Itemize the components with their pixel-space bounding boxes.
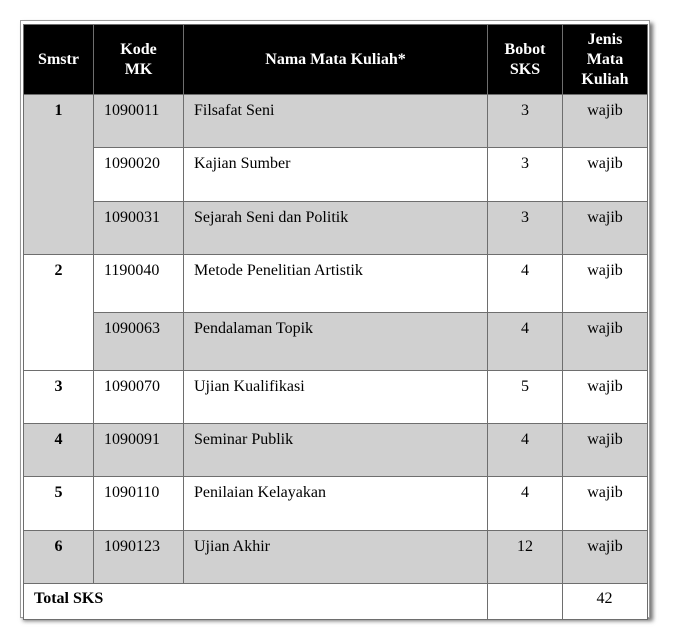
kode-cell: 1090020 bbox=[94, 148, 184, 202]
table-row bbox=[24, 477, 648, 531]
header-semester: Smstr bbox=[24, 25, 94, 95]
kode-cell: 1190040 bbox=[94, 255, 184, 313]
header-bobot-sks: Bobot SKS bbox=[488, 25, 563, 95]
nama-cell: Ujian Kualifikasi bbox=[184, 371, 488, 424]
jenis-cell: wajib bbox=[563, 477, 648, 531]
kode-cell: 1090031 bbox=[94, 202, 184, 255]
semester-cell: 3 bbox=[24, 371, 94, 424]
nama-cell: Penilaian Kelayakan bbox=[184, 477, 488, 531]
table-row bbox=[24, 424, 648, 477]
nama-cell: Metode Penelitian Artistik bbox=[184, 255, 488, 313]
semester-cell: 2 bbox=[24, 255, 94, 371]
nama-cell: Pendalaman Topik bbox=[184, 313, 488, 371]
kode-cell: 1090063 bbox=[94, 313, 184, 371]
semester-cell: 6 bbox=[24, 531, 94, 584]
jenis-cell: wajib bbox=[563, 148, 648, 202]
nama-cell: Sejarah Seni dan Politik bbox=[184, 202, 488, 255]
sks-cell: 5 bbox=[488, 371, 563, 424]
table-header-row bbox=[24, 25, 648, 95]
table-row bbox=[24, 255, 648, 313]
sks-cell: 4 bbox=[488, 477, 563, 531]
kode-cell: 1090011 bbox=[94, 95, 184, 148]
sks-cell: 3 bbox=[488, 202, 563, 255]
table-row bbox=[24, 531, 648, 584]
nama-cell: Filsafat Seni bbox=[184, 95, 488, 148]
kode-cell: 1090123 bbox=[94, 531, 184, 584]
table-row bbox=[24, 202, 648, 255]
semester-cell: 1 bbox=[24, 95, 94, 255]
table-row bbox=[24, 148, 648, 202]
sks-cell: 4 bbox=[488, 424, 563, 477]
nama-cell: Seminar Publik bbox=[184, 424, 488, 477]
kode-cell: 1090110 bbox=[94, 477, 184, 531]
sks-cell: 4 bbox=[488, 313, 563, 371]
total-value: 42 bbox=[563, 584, 648, 620]
table-row bbox=[24, 371, 648, 424]
semester-cell: 5 bbox=[24, 477, 94, 531]
nama-cell: Ujian Akhir bbox=[184, 531, 488, 584]
jenis-cell: wajib bbox=[563, 95, 648, 148]
total-label: Total SKS bbox=[24, 584, 488, 620]
semester-cell: 4 bbox=[24, 424, 94, 477]
nama-cell: Kajian Sumber bbox=[184, 148, 488, 202]
kode-cell: 1090070 bbox=[94, 371, 184, 424]
header-nama-mata-kuliah: Nama Mata Kuliah* bbox=[184, 25, 488, 95]
sks-cell: 3 bbox=[488, 148, 563, 202]
jenis-cell: wajib bbox=[563, 371, 648, 424]
total-empty-cell bbox=[488, 584, 563, 620]
course-table bbox=[23, 24, 648, 620]
sks-cell: 3 bbox=[488, 95, 563, 148]
jenis-cell: wajib bbox=[563, 255, 648, 313]
course-table-frame bbox=[20, 20, 650, 618]
sks-cell: 4 bbox=[488, 255, 563, 313]
kode-cell: 1090091 bbox=[94, 424, 184, 477]
jenis-cell: wajib bbox=[563, 202, 648, 255]
header-kode-mk: Kode MK bbox=[94, 25, 184, 95]
jenis-cell: wajib bbox=[563, 313, 648, 371]
header-jenis-mata-kuliah: Jenis Mata Kuliah bbox=[563, 25, 648, 95]
jenis-cell: wajib bbox=[563, 531, 648, 584]
sks-cell: 12 bbox=[488, 531, 563, 584]
jenis-cell: wajib bbox=[563, 424, 648, 477]
table-row bbox=[24, 95, 648, 148]
table-row bbox=[24, 313, 648, 371]
total-row bbox=[24, 584, 648, 620]
